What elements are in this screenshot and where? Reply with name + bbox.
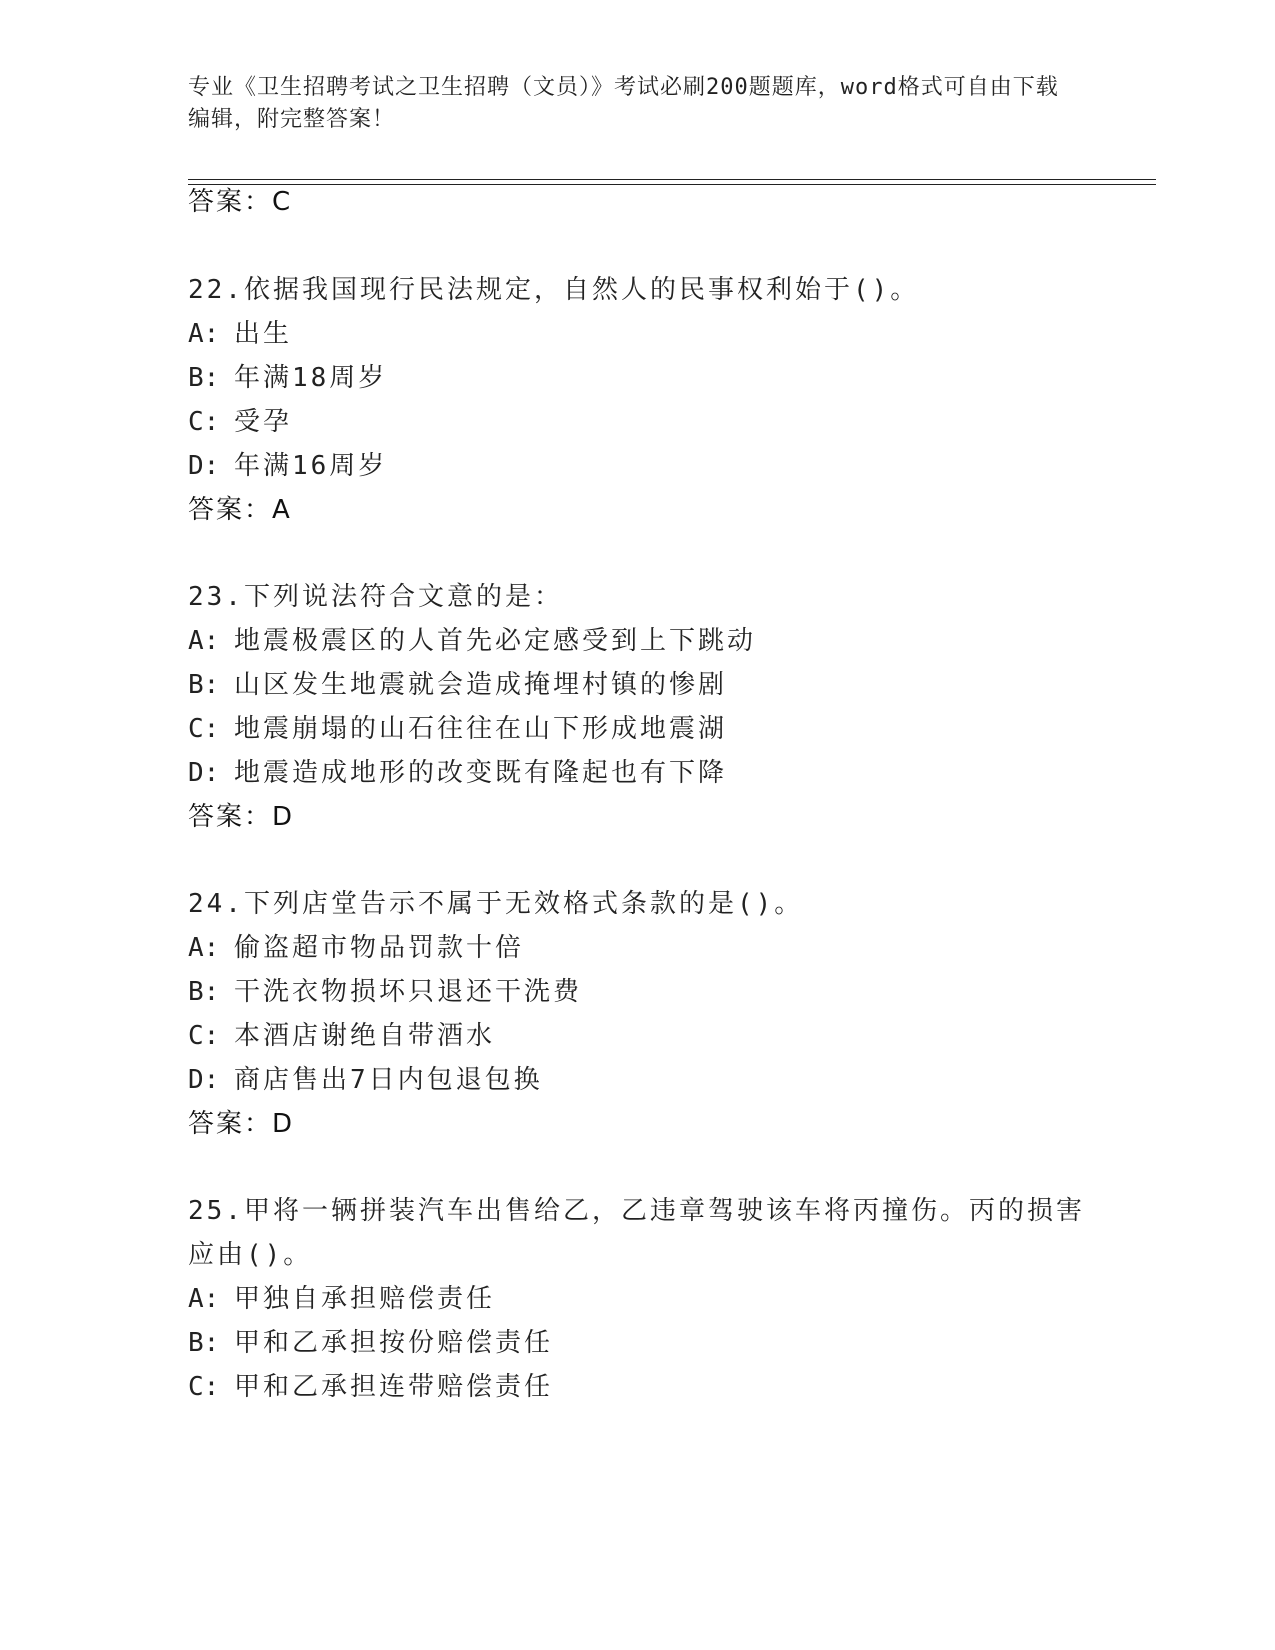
option-text: 年满18周岁 bbox=[234, 363, 388, 393]
option bbox=[188, 1326, 553, 1360]
option-text: 商店售出7日内包退包换 bbox=[234, 1065, 543, 1095]
question-stem: 25.甲将一辆拼装汽车出售给乙，乙违章驾驶该车将丙撞伤。丙的损害 bbox=[188, 1196, 1085, 1226]
option bbox=[188, 931, 524, 965]
option-letter: D: bbox=[188, 758, 220, 788]
option-text: 山区发生地震就会造成掩埋村镇的惨剧 bbox=[234, 670, 728, 700]
document-intro: 专业《卫生招聘考试之卫生招聘（文员）》考试必刷200题题库，word格式可自由下载编辑，附完整答案！ bbox=[188, 75, 1059, 132]
option bbox=[188, 712, 727, 746]
option-letter: B: bbox=[188, 1328, 220, 1358]
option-text: 地震崩塌的山石往往在山下形成地震湖 bbox=[234, 714, 728, 744]
option bbox=[188, 1019, 495, 1053]
option-letter: C: bbox=[188, 407, 220, 437]
option bbox=[188, 1282, 495, 1316]
option-letter: D: bbox=[188, 451, 220, 481]
option-letter: C: bbox=[188, 1372, 220, 1402]
header-divider-top bbox=[188, 179, 1156, 180]
option-text: 受孕 bbox=[234, 407, 293, 437]
option-text: 地震造成地形的改变既有隆起也有下降 bbox=[234, 758, 728, 788]
option-letter: C: bbox=[188, 1021, 220, 1051]
option-letter: C: bbox=[188, 714, 220, 744]
option bbox=[188, 624, 756, 658]
question-stem: 22.依据我国现行民法规定，自然人的民事权利始于()。 bbox=[188, 275, 920, 305]
option bbox=[188, 668, 727, 702]
option bbox=[188, 1370, 553, 1404]
header-divider-bottom bbox=[188, 184, 1156, 185]
option-text: 甲和乙承担连带赔偿责任 bbox=[234, 1372, 554, 1402]
option-letter: A: bbox=[188, 626, 220, 656]
answer-line: 答案：D bbox=[188, 1109, 295, 1139]
option-letter: B: bbox=[188, 670, 220, 700]
option-letter: B: bbox=[188, 977, 220, 1007]
option bbox=[188, 756, 727, 790]
option bbox=[188, 1063, 543, 1097]
option-text: 本酒店谢绝自带酒水 bbox=[234, 1021, 496, 1051]
option-text: 干洗衣物损坏只退还干洗费 bbox=[234, 977, 583, 1007]
option-letter: B: bbox=[188, 363, 220, 393]
option bbox=[188, 975, 582, 1009]
option-letter: A: bbox=[188, 1284, 220, 1314]
option-text: 出生 bbox=[234, 319, 293, 349]
option-letter: A: bbox=[188, 933, 220, 963]
option-letter: D: bbox=[188, 1065, 220, 1095]
option-text: 偷盗超市物品罚款十倍 bbox=[234, 933, 525, 963]
answer-line: 答案：D bbox=[188, 802, 295, 832]
option-letter: A: bbox=[188, 319, 220, 349]
question-stem-continued: 应由()。 bbox=[188, 1240, 313, 1270]
option bbox=[188, 405, 292, 439]
option-text: 年满16周岁 bbox=[234, 451, 388, 481]
option-text: 地震极震区的人首先必定感受到上下跳动 bbox=[234, 626, 757, 656]
option bbox=[188, 361, 387, 395]
answer-line: 答案：A bbox=[188, 495, 292, 525]
question-stem: 24.下列店堂告示不属于无效格式条款的是()。 bbox=[188, 889, 804, 919]
previous-answer: 答案：C bbox=[188, 187, 293, 217]
option-text: 甲和乙承担按份赔偿责任 bbox=[234, 1328, 554, 1358]
option bbox=[188, 449, 387, 483]
option bbox=[188, 317, 292, 351]
option-text: 甲独自承担赔偿责任 bbox=[234, 1284, 496, 1314]
question-stem: 23.下列说法符合文意的是： bbox=[188, 582, 563, 612]
